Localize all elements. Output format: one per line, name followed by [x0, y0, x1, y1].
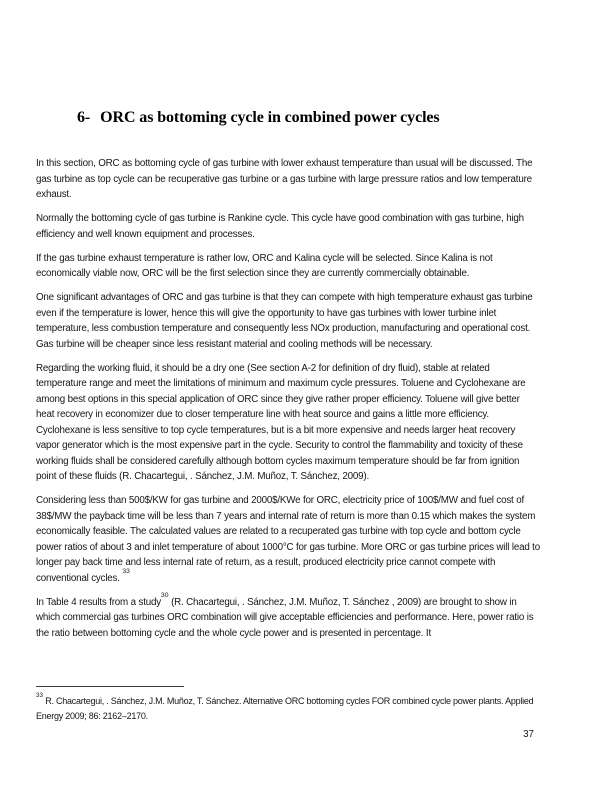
footnote-marker: 33: [36, 692, 44, 699]
paragraph-7: [36, 591, 540, 642]
section-number: 6-: [77, 109, 91, 126]
section-title: ORC as bottoming cycle in combined power cycles: [100, 109, 440, 126]
footnote-citation-text: R. Chacartegui, . Sánchez, J.M. Muñoz, T. Sánchez. Alternative ORC bottoming cycles FOR combined cycle power plants. Applied Energy 2009; 86: 2162–2170.: [36, 696, 534, 721]
paragraph-7-text-pre: In Table 4 results from a study: [36, 596, 161, 608]
section-heading: [77, 108, 540, 127]
paragraph-6: [36, 493, 540, 586]
paragraph-2: Normally the bottoming cycle of gas turbine is Rankine cycle. This cycle have good combination with gas turbine, high efficiency and well known equipment and processes.: [36, 213, 524, 240]
paragraph-6-text: Considering less than 500$/KW for gas turbine and 2000$/KWe for ORC, electricity price of 100$/MW and fuel cost of 38$/MW the payback time will be less than 7 years and internal rate of return is more than 0.15 which makes the system economically feasible. The calculated values are related to a recuperated gas turbine with top cycle and bottom cycle power ratios of about 3 and inlet temperature of about 1000°C for gas turbine. More ORC or gas turbine prices will lead to longer pay back time and less internal rate of return, as a result, produced electricity price cannot compete with conventional cycles.: [36, 495, 540, 584]
page-content: [36, 108, 540, 650]
paragraph-3: If the gas turbine exhaust temperature is rather low, ORC and Kalina cycle will be selected. Since Kalina is not economically viable now, ORC will be the first selection since they are currently commercially obtainable.: [36, 252, 493, 279]
footnote-separator: [36, 686, 184, 687]
footnote-area: [36, 686, 540, 724]
paragraph-4: One significant advantages of ORC and gas turbine is that they can compete with high temperature exhaust gas turbine even if the temperature is lower, hence this will give the opportunity to have gas turbines with lower turbine inlet temperature, less combustion temperature and consequently less NOx production, manufacturing and operational cost. Gas turbine will be cheaper since less resistant material and cooling methods will be necessary.: [36, 292, 533, 350]
footnote-33: [36, 694, 540, 724]
paragraph-1: In this section, ORC as bottoming cycle of gas turbine with lower exhaust temperature than usual will be discussed. The gas turbine as top cycle can be recuperative gas turbine or a gas turbine with large pressure ratios and low temperature exhaust.: [36, 158, 533, 200]
paragraph-5: Regarding the working fluid, it should be a dry one (See section A-2 for definition of dry fluid), stable at related temperature range and meet the limitations of minimum and maximum cycle pressures. Toluene and Cyclohexane are among best options in this special application of ORC since they give rather proper efficiency. Toluene will give better heat recovery in economizer due to closer temperature line with heat source and gains a little more efficiency. Cyclohexane is less sensitive to top cycle temperatures, but is a bit more expensive and needs larger heat recovery vapor generator which is the most expensive part in the cycle. Security to control the flammability and toxicity of these working fluids shall be considered carefully although bottom cycles maximum temperature should be far from ignition point of these fluids (R. Chacartegui, . Sánchez, J.M. Muñoz, T. Sánchez, 2009).: [36, 362, 526, 482]
page-number: 37: [523, 729, 534, 740]
paragraph-7-text-post: (R. Chacartegui, . Sánchez, J.M. Muñoz, T. Sánchez , 2009) are brought to show in which commercial gas turbines ORC combination will give acceptable efficiencies and performance. Here, power ratio is the ratio between bottoming cycle and the whole cycle power and is presented in percentage. It: [36, 596, 534, 639]
footnote-reference-30: 30: [160, 591, 169, 599]
footnote-reference-33: 33: [122, 567, 130, 575]
